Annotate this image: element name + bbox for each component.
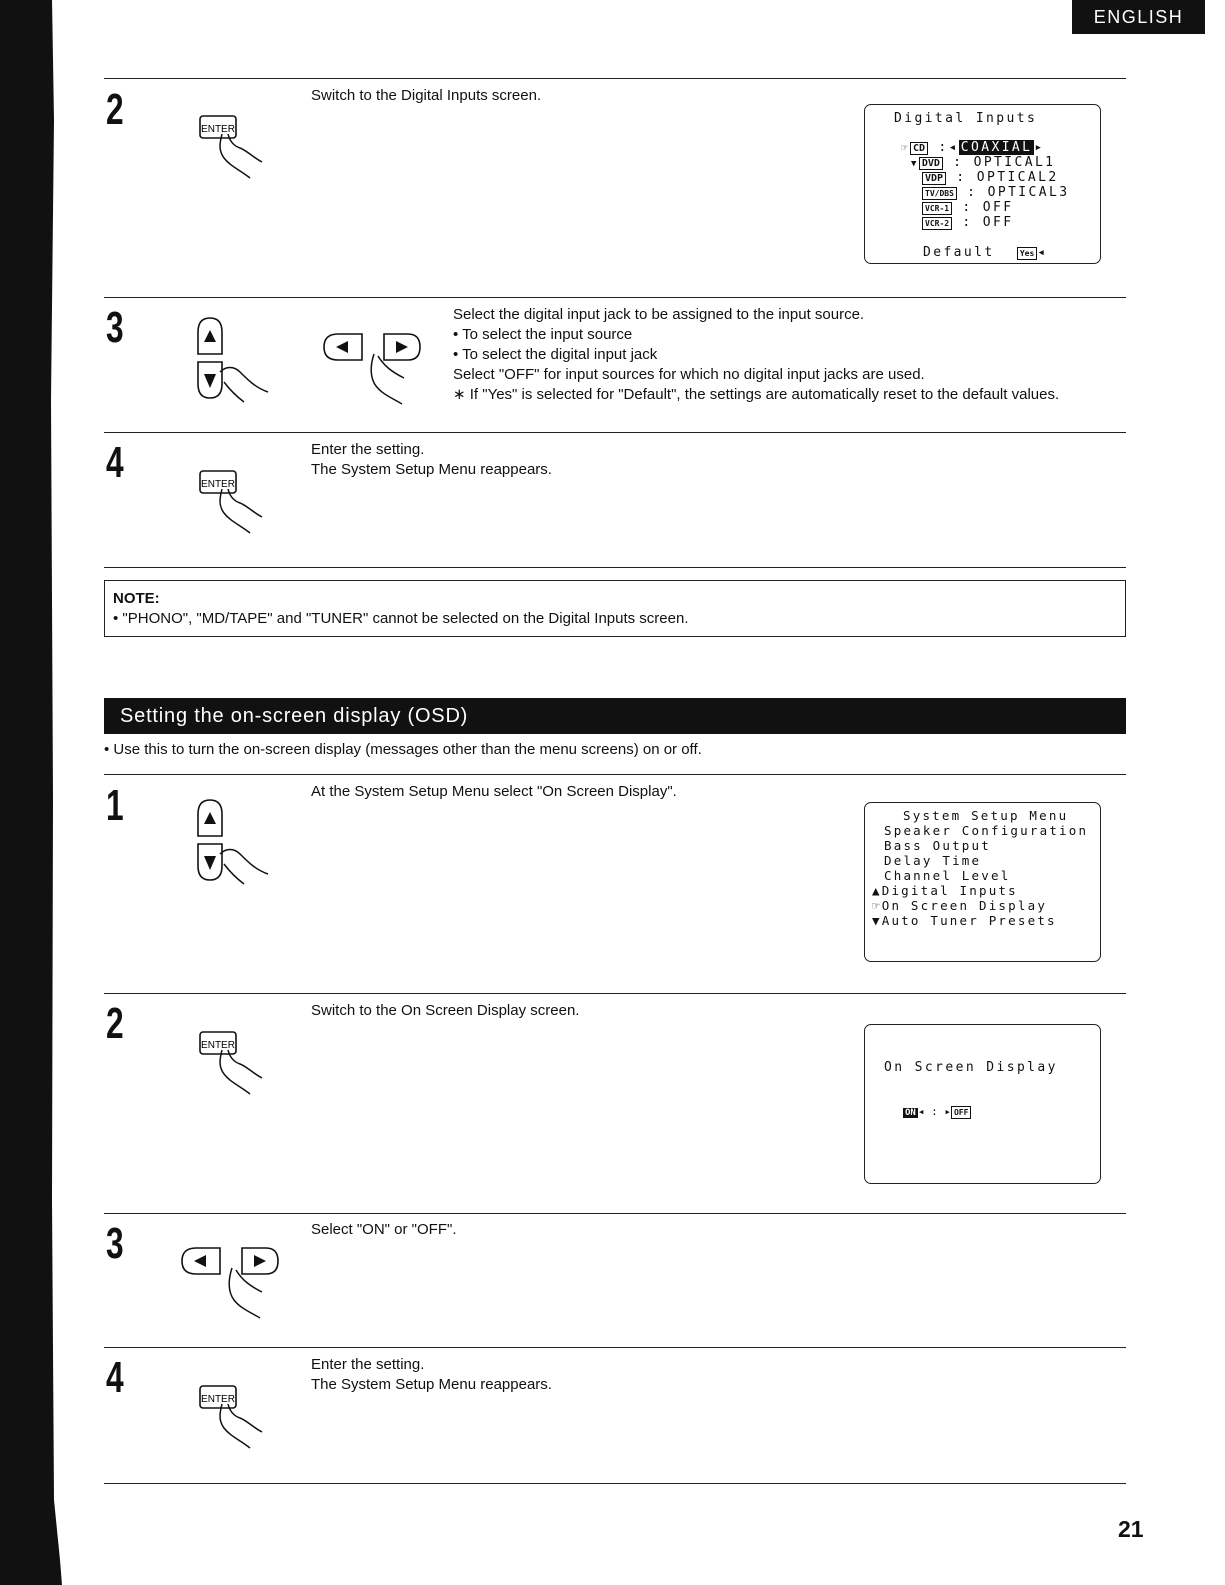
source-tag: VCR-1 bbox=[922, 202, 952, 215]
divider bbox=[104, 1213, 1126, 1214]
screen-title: Digital Inputs bbox=[894, 111, 1038, 126]
input-value: COAXIAL bbox=[960, 140, 1033, 155]
divider bbox=[104, 1347, 1126, 1348]
divider bbox=[104, 567, 1126, 568]
screen-title: On Screen Display bbox=[884, 1060, 1058, 1075]
source-tag: TV/DBS bbox=[922, 187, 957, 200]
osd-other-value: OFF bbox=[951, 1106, 971, 1119]
menu-item-selected: ☞On Screen Display bbox=[872, 898, 1048, 913]
step-line: Select "OFF" for input sources for which no digital input jacks are used. bbox=[453, 366, 925, 383]
enter-label: ENTER bbox=[201, 124, 235, 135]
digital-inputs-screen bbox=[864, 104, 1101, 264]
step-number: 4 bbox=[106, 438, 124, 487]
on-screen-display-screen bbox=[864, 1024, 1101, 1184]
input-row: ☞ CD :◂ COAXIAL ▸ bbox=[901, 140, 1045, 155]
input-value: OPTICAL1 bbox=[973, 155, 1056, 170]
page-number: 21 bbox=[1118, 1516, 1144, 1542]
step-text: Switch to the Digital Inputs screen. bbox=[311, 87, 542, 104]
input-row: VCR-2 : OFF bbox=[922, 215, 1013, 230]
input-value: OPTICAL3 bbox=[987, 185, 1070, 200]
step-number: 3 bbox=[106, 1219, 124, 1268]
divider bbox=[104, 993, 1126, 994]
input-row: VCR-1 : OFF bbox=[922, 200, 1013, 215]
screen-title: System Setup Menu bbox=[903, 808, 1069, 823]
input-row: TV/DBS : OPTICAL3 bbox=[922, 185, 1069, 200]
input-value: OFF bbox=[982, 215, 1014, 230]
menu-item: Bass Output bbox=[884, 838, 991, 853]
default-row: Default Yes ◂ bbox=[923, 245, 1048, 260]
source-tag: VDP bbox=[922, 172, 946, 185]
enter-label: ENTER bbox=[201, 479, 235, 490]
step-line: ∗ If "Yes" is selected for "Default", the settings are automatically reset to the default values. bbox=[453, 386, 1060, 403]
step-number: 2 bbox=[106, 85, 124, 134]
step-text: At the System Setup Menu select "On Screen Display". bbox=[311, 783, 677, 800]
step-text: Switch to the On Screen Display screen. bbox=[311, 1002, 580, 1019]
input-value: OPTICAL2 bbox=[976, 170, 1059, 185]
osd-selected-value: ON bbox=[905, 1108, 916, 1118]
note-box bbox=[104, 580, 1126, 637]
step-text-block bbox=[311, 1355, 552, 1395]
divider bbox=[104, 432, 1126, 433]
step-line: • To select the digital input jack bbox=[453, 346, 658, 363]
step-number: 3 bbox=[106, 303, 124, 352]
divider bbox=[104, 774, 1126, 775]
menu-item: Speaker Configuration bbox=[884, 823, 1089, 838]
menu-item: Delay Time bbox=[884, 853, 982, 868]
default-value: Yes bbox=[1017, 247, 1037, 260]
step-line: The System Setup Menu reappears. bbox=[311, 461, 552, 478]
input-row: ▼ DVD : OPTICAL1 bbox=[911, 155, 1056, 170]
enter-button-hand-icon bbox=[196, 1028, 268, 1098]
divider bbox=[104, 1483, 1126, 1484]
up-down-buttons-hand-icon bbox=[190, 794, 270, 886]
divider bbox=[104, 297, 1126, 298]
binding-edge bbox=[0, 0, 62, 1585]
input-value: OFF bbox=[982, 200, 1014, 215]
note-heading: NOTE: bbox=[113, 590, 160, 607]
source-tag: VCR-2 bbox=[922, 217, 952, 230]
step-text-block bbox=[311, 440, 552, 480]
input-row: VDP : OPTICAL2 bbox=[922, 170, 1059, 185]
divider bbox=[104, 78, 1126, 79]
step-text-block bbox=[453, 305, 1059, 405]
up-down-buttons-hand-icon bbox=[190, 312, 270, 404]
step-text: Select "ON" or "OFF". bbox=[311, 1221, 457, 1238]
enter-label: ENTER bbox=[201, 1394, 235, 1405]
step-number: 4 bbox=[106, 1353, 124, 1402]
pointer-icon: ☞ bbox=[901, 141, 911, 154]
down-arrow-icon: ▼ bbox=[911, 159, 919, 169]
step-line: • To select the input source bbox=[453, 326, 633, 343]
step-number: 1 bbox=[106, 781, 124, 830]
osd-toggle-row: ON ◂ : ▸ OFF bbox=[903, 1104, 971, 1121]
enter-button-hand-icon bbox=[196, 112, 268, 182]
default-label: Default bbox=[923, 245, 995, 260]
menu-item: Channel Level bbox=[884, 868, 1011, 883]
left-right-buttons-hand-icon bbox=[318, 326, 426, 406]
step-line: The System Setup Menu reappears. bbox=[311, 1376, 552, 1393]
enter-button-hand-icon bbox=[196, 1382, 268, 1452]
section-title: Setting the on-screen display (OSD) bbox=[104, 698, 1126, 734]
step-line: Select the digital input jack to be assigned to the input source. bbox=[453, 306, 865, 323]
menu-item: ▼Auto Tuner Presets bbox=[872, 913, 1057, 928]
step-number: 2 bbox=[106, 999, 124, 1048]
language-tab: ENGLISH bbox=[1072, 0, 1205, 34]
system-setup-menu-screen bbox=[864, 802, 1101, 962]
enter-label: ENTER bbox=[201, 1040, 235, 1051]
left-right-buttons-hand-icon bbox=[176, 1240, 284, 1320]
step-line: Enter the setting. bbox=[311, 441, 425, 458]
section-intro: • Use this to turn the on-screen display (messages other than the menu screens) on or off. bbox=[104, 741, 702, 758]
source-tag: CD bbox=[910, 142, 928, 155]
step-line: Enter the setting. bbox=[311, 1356, 425, 1373]
source-tag: DVD bbox=[919, 157, 943, 170]
enter-button-hand-icon bbox=[196, 467, 268, 537]
note-text: • "PHONO", "MD/TAPE" and "TUNER" cannot be selected on the Digital Inputs screen. bbox=[113, 610, 689, 627]
menu-item: ▲Digital Inputs bbox=[872, 883, 1018, 898]
